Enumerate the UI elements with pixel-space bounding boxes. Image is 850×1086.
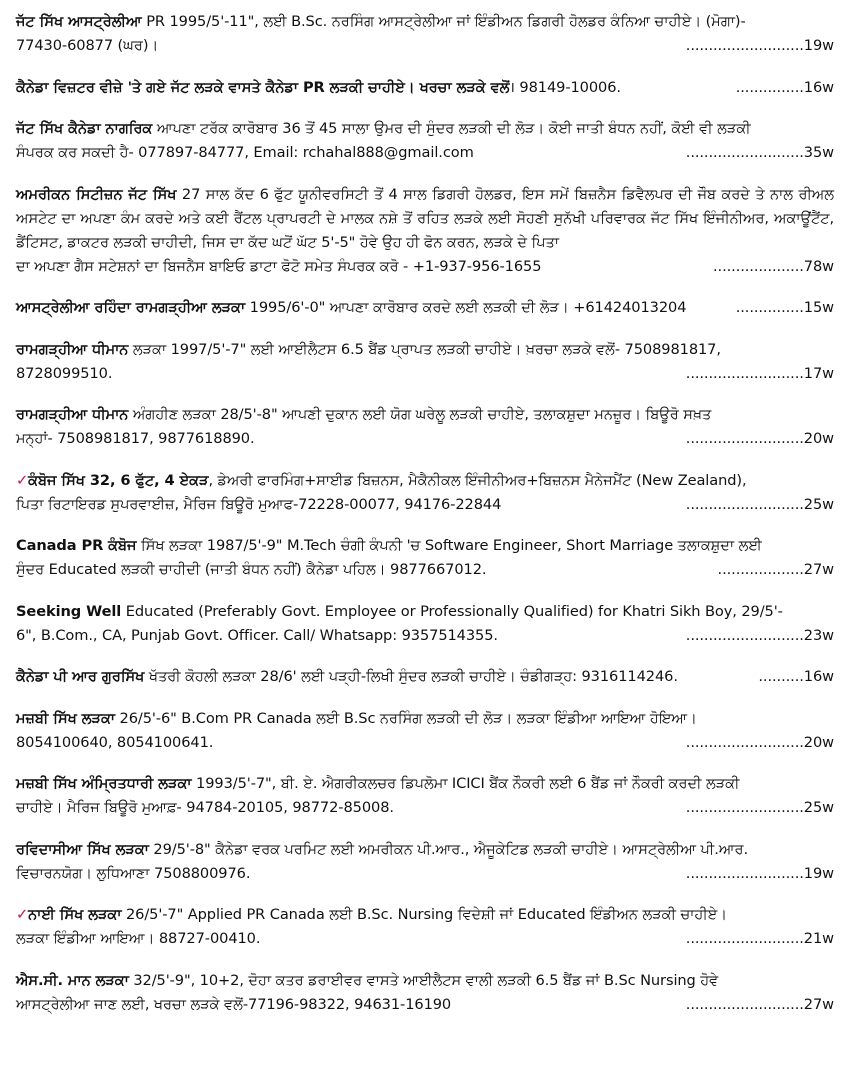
ad-body: 27 ਸਾਲ ਕੱਦ 6 ਫੁੱਟ ਯੂਨੀਵਰਸਿਟੀ ਤੋਂ 4 ਸਾਲ ਡਿਗਰੀ ਹੋਲਡਰ, ਇਸ ਸਮੇਂ ਬਿਜ਼ਨੈਸ ਡਿਵੈਲਪਰ ਦੀ ਜੌਬ ਕਰਦੇ ਤੇ ਨਾਲ ਰੀਅਲ ਅਸਟੇਟ ਦਾ ਅਪਣਾ ਕੰਮ ਕਰਦੇ ਅਤੇ ਕਈ ਰੈਂਟਲ ਪ੍ਰਾਪਰਟੀ ਦੇ ਮਾਲਕ ਨਸ਼ੇ ਤੋਂ ਰਹਿਤ ਲੜਕੇ ਲਈ ਸੋਹਣੀ ਸੁਨੱਖੀ ਪਰਿਵਾਰਕ ਜੱਟ ਸਿੱਖ ਇੰਜੀਨੀਅਰ, ਅਕਾਊਂਟੈਂਟ, ਡੈਂਟਿਸਟ, ਡਾਕਟਰ ਲੜਕੀ ਚਾਹੀਦੀ, ਜਿਸ ਦਾ ਕੱਦ ਘਟੋਂ ਘੱਟ 5'-5" ਹੋਵੇ ਉਹ ਹੀ ਫੋਨ ਕਰਨ, ਲੜਕੇ ਦੇ ਪਿਤਾ — [16, 185, 834, 251]
ad-last-line — [16, 493, 834, 517]
ad-word-count: ...............15w — [735, 299, 834, 316]
ad-last-line — [16, 796, 834, 820]
ad-body: , ਡੇਅਰੀ ਫਾਰਮਿੰਗ+ਸਾਈਡ ਬਿਜ਼ਨਸ, ਮੈਕੈਨੀਕਲ ਇੰਜੀਨੀਅਰ+ਬਿਜ਼ਨਸ ਮੈਨੇਜਮੈਂਟ (New Zealand), — [208, 471, 747, 489]
ad-heading: ਅਮਰੀਕਨ ਸਿਟੀਜ਼ਨ ਜੱਟ ਸਿੱਖ — [16, 185, 177, 203]
ad-word-count: ..........................20w — [685, 430, 834, 447]
matrimonial-ad — [16, 469, 834, 517]
ad-heading: ਐਸ.ਸੀ. ਮਾਨ ਲੜਕਾ — [16, 971, 129, 989]
ad-body: 26/5'-6" B.Com PR Canada ਲਈ B.Sc ਨਰਸਿੰਗ ਲੜਕੀ ਦੀ ਲੋੜ। ਲੜਕਾ ਇੰਡੀਆ ਆਇਆ ਹੋਇਆ। — [114, 709, 697, 727]
matrimonial-ad — [16, 600, 834, 648]
ad-body: 32/5'-9", 10+2, ਦੋਹਾ ਕਤਰ ਡਰਾਈਵਰ ਵਾਸਤੇ ਆਈਲੈਟਸ ਵਾਲੀ ਲੜਕੀ 6.5 ਬੈਂਡ ਜਾਂ B.Sc Nursing ਹੋਵੇ — [128, 971, 719, 989]
matrimonial-ad — [16, 338, 834, 386]
ad-heading: ਰਾਮਗੜ੍ਹੀਆ ਧੀਮਾਨ — [16, 406, 129, 423]
ad-contact: ਵਿਚਾਰਨਯੋਗ। ਲੁਧਿਆਣਾ 7508800976. — [16, 864, 251, 882]
ad-last-line — [16, 255, 834, 279]
ad-last-line — [16, 296, 834, 320]
matrimonial-ad — [16, 534, 834, 582]
matrimonial-ad — [16, 903, 834, 951]
ad-contact: 8054100640, 8054100641. — [16, 733, 214, 751]
ad-contact: ਆਸਟ੍ਰੇਲੀਆ ਜਾਣ ਲਈ, ਖਰਚਾ ਲੜਕੇ ਵਲੋਂ-77196-98322, 94631-16190 — [16, 995, 452, 1013]
ad-word-count: ..........................23w — [685, 626, 834, 644]
ad-heading: ਆਸਟ੍ਰੇਲੀਆ ਰਹਿੰਦਾ ਰਾਮਗੜ੍ਹੀਆ ਲੜਕਾ — [16, 299, 246, 316]
ad-contact: ਲੜਕਾ ਇੰਡੀਆ ਆਇਆ। 88727-00410. — [16, 930, 261, 947]
ad-word-count: ..........16w — [758, 668, 834, 685]
ad-contact: ਚਾਹੀਏ। ਮੈਰਿਜ ਬਿਊਰੋ ਮੁਆਫ਼- 94784-20105, 98772-85008. — [16, 799, 394, 816]
matrimonial-ad — [16, 296, 834, 320]
ad-heading: ਜੱਟ ਸਿੱਖ ਆਸਟ੍ਰੇਲੀਆ — [16, 13, 142, 30]
ad-word-count: ..........................25w — [685, 495, 834, 513]
ad-last-line — [16, 731, 834, 755]
ad-heading: ਕੈਨੇਡਾ ਵਿਜ਼ਟਰ ਵੀਜ਼ੇ 'ਤੇ ਗਏ ਜੱਟ ਲੜਕੇ ਵਾਸਤੇ ਕੈਨੇਡਾ PR ਲੜਕੀ ਚਾਹੀਏ। ਖਰਚਾ ਲੜਕੇ ਵਲੋਂ — [16, 78, 510, 96]
ad-word-count: ....................78w — [713, 257, 834, 275]
matrimonial-ad — [16, 969, 834, 1017]
ad-heading: ਕੰਬੋਜ ਸਿੱਖ 32, 6 ਫੁੱਟ, 4 ਏਕੜ — [28, 471, 209, 489]
ad-last-line — [16, 862, 834, 886]
ad-last-line — [16, 993, 834, 1017]
matrimonial-ad — [16, 76, 834, 100]
ad-heading: ਨਾਈ ਸਿੱਖ ਲੜਕਾ — [28, 906, 122, 923]
ad-word-count: ..........................17w — [685, 364, 834, 382]
ad-last-line — [16, 34, 834, 58]
ad-heading: Canada PR ਕੰਬੋਜ — [16, 537, 137, 554]
ad-word-count: ..........................27w — [685, 995, 834, 1013]
ad-heading: ਰਾਮਗੜ੍ਹੀਆ ਧੀਮਾਨ — [16, 340, 129, 358]
ad-contact: ਦਾ ਅਪਣਾ ਗੈਸ ਸਟੇਸ਼ਨਾਂ ਦਾ ਬਿਜਨੈਸ ਬਾਇਓ ਡਾਟਾ ਫੋਟੋ ਸਮੇਤ ਸੰਪਰਕ ਕਰੋ - +1-937-956-1655 — [16, 257, 542, 275]
ad-body: Educated (Preferably Govt. Employee or Professionally Qualified) for Khatri Sikh Boy, 29/5'- — [121, 602, 783, 620]
classified-ads-page — [16, 10, 834, 1034]
ad-heading: ਕੈਨੇਡਾ ਪੀ ਆਰ ਗੁਰਸਿੱਖ — [16, 668, 145, 685]
ad-contact: ਖੱਤਰੀ ਕੋਹਲੀ ਲੜਕਾ 28/6' ਲਈ ਪੜ੍ਹੀ-ਲਿਖੀ ਸੁੰਦਰ ਲੜਕੀ ਚਾਹੀਏ। ਚੰਡੀਗੜ੍ਹ: 9316114246. — [144, 668, 678, 685]
ad-word-count: ...................27w — [717, 561, 834, 578]
ad-contact: 8728099510. — [16, 364, 113, 382]
ad-contact: । 98149-10006. — [509, 78, 621, 96]
matrimonial-ad — [16, 117, 834, 165]
matrimonial-ad — [16, 838, 834, 886]
ad-body: ਸਿੱਖ ਲੜਕਾ 1987/5'-9" M.Tech ਚੰਗੀ ਕੰਪਨੀ 'ਚ Software Engineer, Short Marriage ਤਲਾਕਸ਼ੁਦਾ ਲਈ — [136, 537, 762, 554]
matrimonial-ad — [16, 10, 834, 58]
ad-contact: ਸੁੰਦਰ Educated ਲੜਕੀ ਚਾਹੀਦੀ (ਜਾਤੀ ਬੰਧਨ ਨਹੀਂ) ਕੈਨੇਡਾ ਪਹਿਲ। 9877667012. — [16, 561, 487, 578]
ad-last-line — [16, 558, 834, 582]
ad-body: ਅੰਗਹੀਣ ਲੜਕਾ 28/5'-8" ਆਪਣੀ ਦੁਕਾਨ ਲਈ ਯੋਗ ਘਰੇਲੂ ਲੜਕੀ ਚਾਹੀਏ, ਤਲਾਕਸ਼ੁਦਾ ਮਨਜ਼ੂਰ। ਬਿਊਰੋ ਸਖ਼ਤ — [128, 406, 712, 423]
ad-body: 26/5'-7" Applied PR Canada ਲਈ B.Sc. Nursing ਵਿਦੇਸ਼ੀ ਜਾਂ Educated ਇੰਡੀਅਨ ਲੜਕੀ ਚਾਹੀਏ। — [121, 906, 727, 923]
matrimonial-ad — [16, 707, 834, 755]
ad-last-line — [16, 665, 834, 689]
ad-heading: ਰਵਿਦਾਸੀਆ ਸਿੱਖ ਲੜਕਾ — [16, 840, 149, 858]
ad-heading: Seeking Well — [16, 602, 122, 620]
ad-last-line — [16, 362, 834, 386]
ad-word-count: ..........................25w — [685, 799, 834, 816]
matrimonial-ad — [16, 403, 834, 451]
ad-heading: ਜੱਟ ਸਿੱਖ ਕੈਨੇਡਾ ਨਾਗਰਿਕ — [16, 120, 153, 137]
ad-word-count: ..........................19w — [685, 37, 834, 54]
checkmark-icon: ✓ — [16, 906, 29, 923]
checkmark-icon: ✓ — [16, 471, 29, 489]
ad-word-count: ..........................35w — [685, 144, 834, 161]
ad-contact: ਸੰਪਰਕ ਕਰ ਸਕਦੀ ਹੈ- 077897-84777, Email: rchahal888@gmail.com — [16, 144, 474, 161]
matrimonial-ad — [16, 772, 834, 820]
ad-body: PR 1995/5'-11", ਲਈ B.Sc. ਨਰਸਿੰਗ ਆਸਟ੍ਰੇਲੀਆ ਜਾਂ ਇੰਡੀਅਨ ਡਿਗਰੀ ਹੋਲਡਰ ਕੰਨਿਆ ਚਾਹੀਏ। (ਮੋਗਾ)- — [141, 13, 746, 30]
ad-body: ਲੜਕਾ 1997/5'-7" ਲਈ ਆਈਲੈਟਸ 6.5 ਬੈਂਡ ਪ੍ਰਾਪਤ ਲੜਕੀ ਚਾਹੀਏ। ਖ਼ਰਚਾ ਲੜਕੇ ਵਲੋਂ- 7508981817, — [128, 340, 721, 358]
ad-body: 1993/5'-7", ਬੀ. ਏ. ਐਗਰੀਕਲਚਰ ਡਿਪਲੋਮਾ ICICI ਬੈਂਕ ਨੌਕਰੀ ਲਈ 6 ਬੈਂਡ ਜਾਂ ਨੌਕਰੀ ਕਰਦੀ ਲੜਕੀ — [191, 775, 740, 792]
ad-body: 29/5'-8" ਕੈਨੇਡਾ ਵਰਕ ਪਰਮਿਟ ਲਈ ਅਮਰੀਕਨ ਪੀ.ਆਰ., ਐਜੂਕੇਟਿਡ ਲੜਕੀ ਚਾਹੀਏ। ਆਸਟ੍ਰੇਲੀਆ ਪੀ.ਆਰ. — [148, 840, 749, 858]
ad-contact: 6", B.Com., CA, Punjab Govt. Officer. Call/ Whatsapp: 9357514355. — [16, 626, 498, 644]
ad-word-count: ..........................21w — [685, 930, 834, 947]
ad-heading: ਮਜ਼ਬੀ ਸਿੱਖ ਲੜਕਾ — [16, 709, 115, 727]
ad-contact: 77430-60877 (ਘਰ)। — [16, 37, 159, 54]
ad-last-line — [16, 76, 834, 100]
ad-last-line — [16, 427, 834, 451]
ad-contact: ਪਿਤਾ ਰਿਟਾਇਰਡ ਸੁਪਰਵਾਈਜ਼, ਮੈਰਿਜ ਬਿਊਰੋ ਮੁਆਫ-72228-00077, 94176-22844 — [16, 495, 502, 513]
ad-last-line — [16, 141, 834, 165]
ad-last-line — [16, 624, 834, 648]
matrimonial-ad — [16, 183, 834, 279]
ad-last-line — [16, 927, 834, 951]
ad-body: ਆਪਣਾ ਟਰੱਕ ਕਾਰੋਬਾਰ 36 ਤੋਂ 45 ਸਾਲਾ ਉਮਰ ਦੀ ਸੁੰਦਰ ਲੜਕੀ ਦੀ ਲੋੜ। ਕੋਈ ਜਾਤੀ ਬੰਧਨ ਨਹੀਂ, ਕੋਈ ਵੀ ਲੜਕੀ — [152, 120, 751, 137]
ad-contact: 1995/6'-0" ਆਪਣਾ ਕਾਰੋਬਾਰ ਕਰਦੇ ਲਈ ਲੜਕੀ ਦੀ ਲੋੜ। +61424013204 — [245, 299, 687, 316]
ad-word-count: ..........................20w — [685, 733, 834, 751]
ad-word-count: ..........................19w — [685, 864, 834, 882]
matrimonial-ad — [16, 665, 834, 689]
ad-word-count: ...............16w — [735, 78, 834, 96]
ad-heading: ਮਜ਼ਬੀ ਸਿੱਖ ਅੰਮ੍ਰਿਤਧਾਰੀ ਲੜਕਾ — [16, 775, 192, 792]
ad-contact: ਮਨ੍ਹਾਂ- 7508981817, 9877618890. — [16, 430, 255, 447]
